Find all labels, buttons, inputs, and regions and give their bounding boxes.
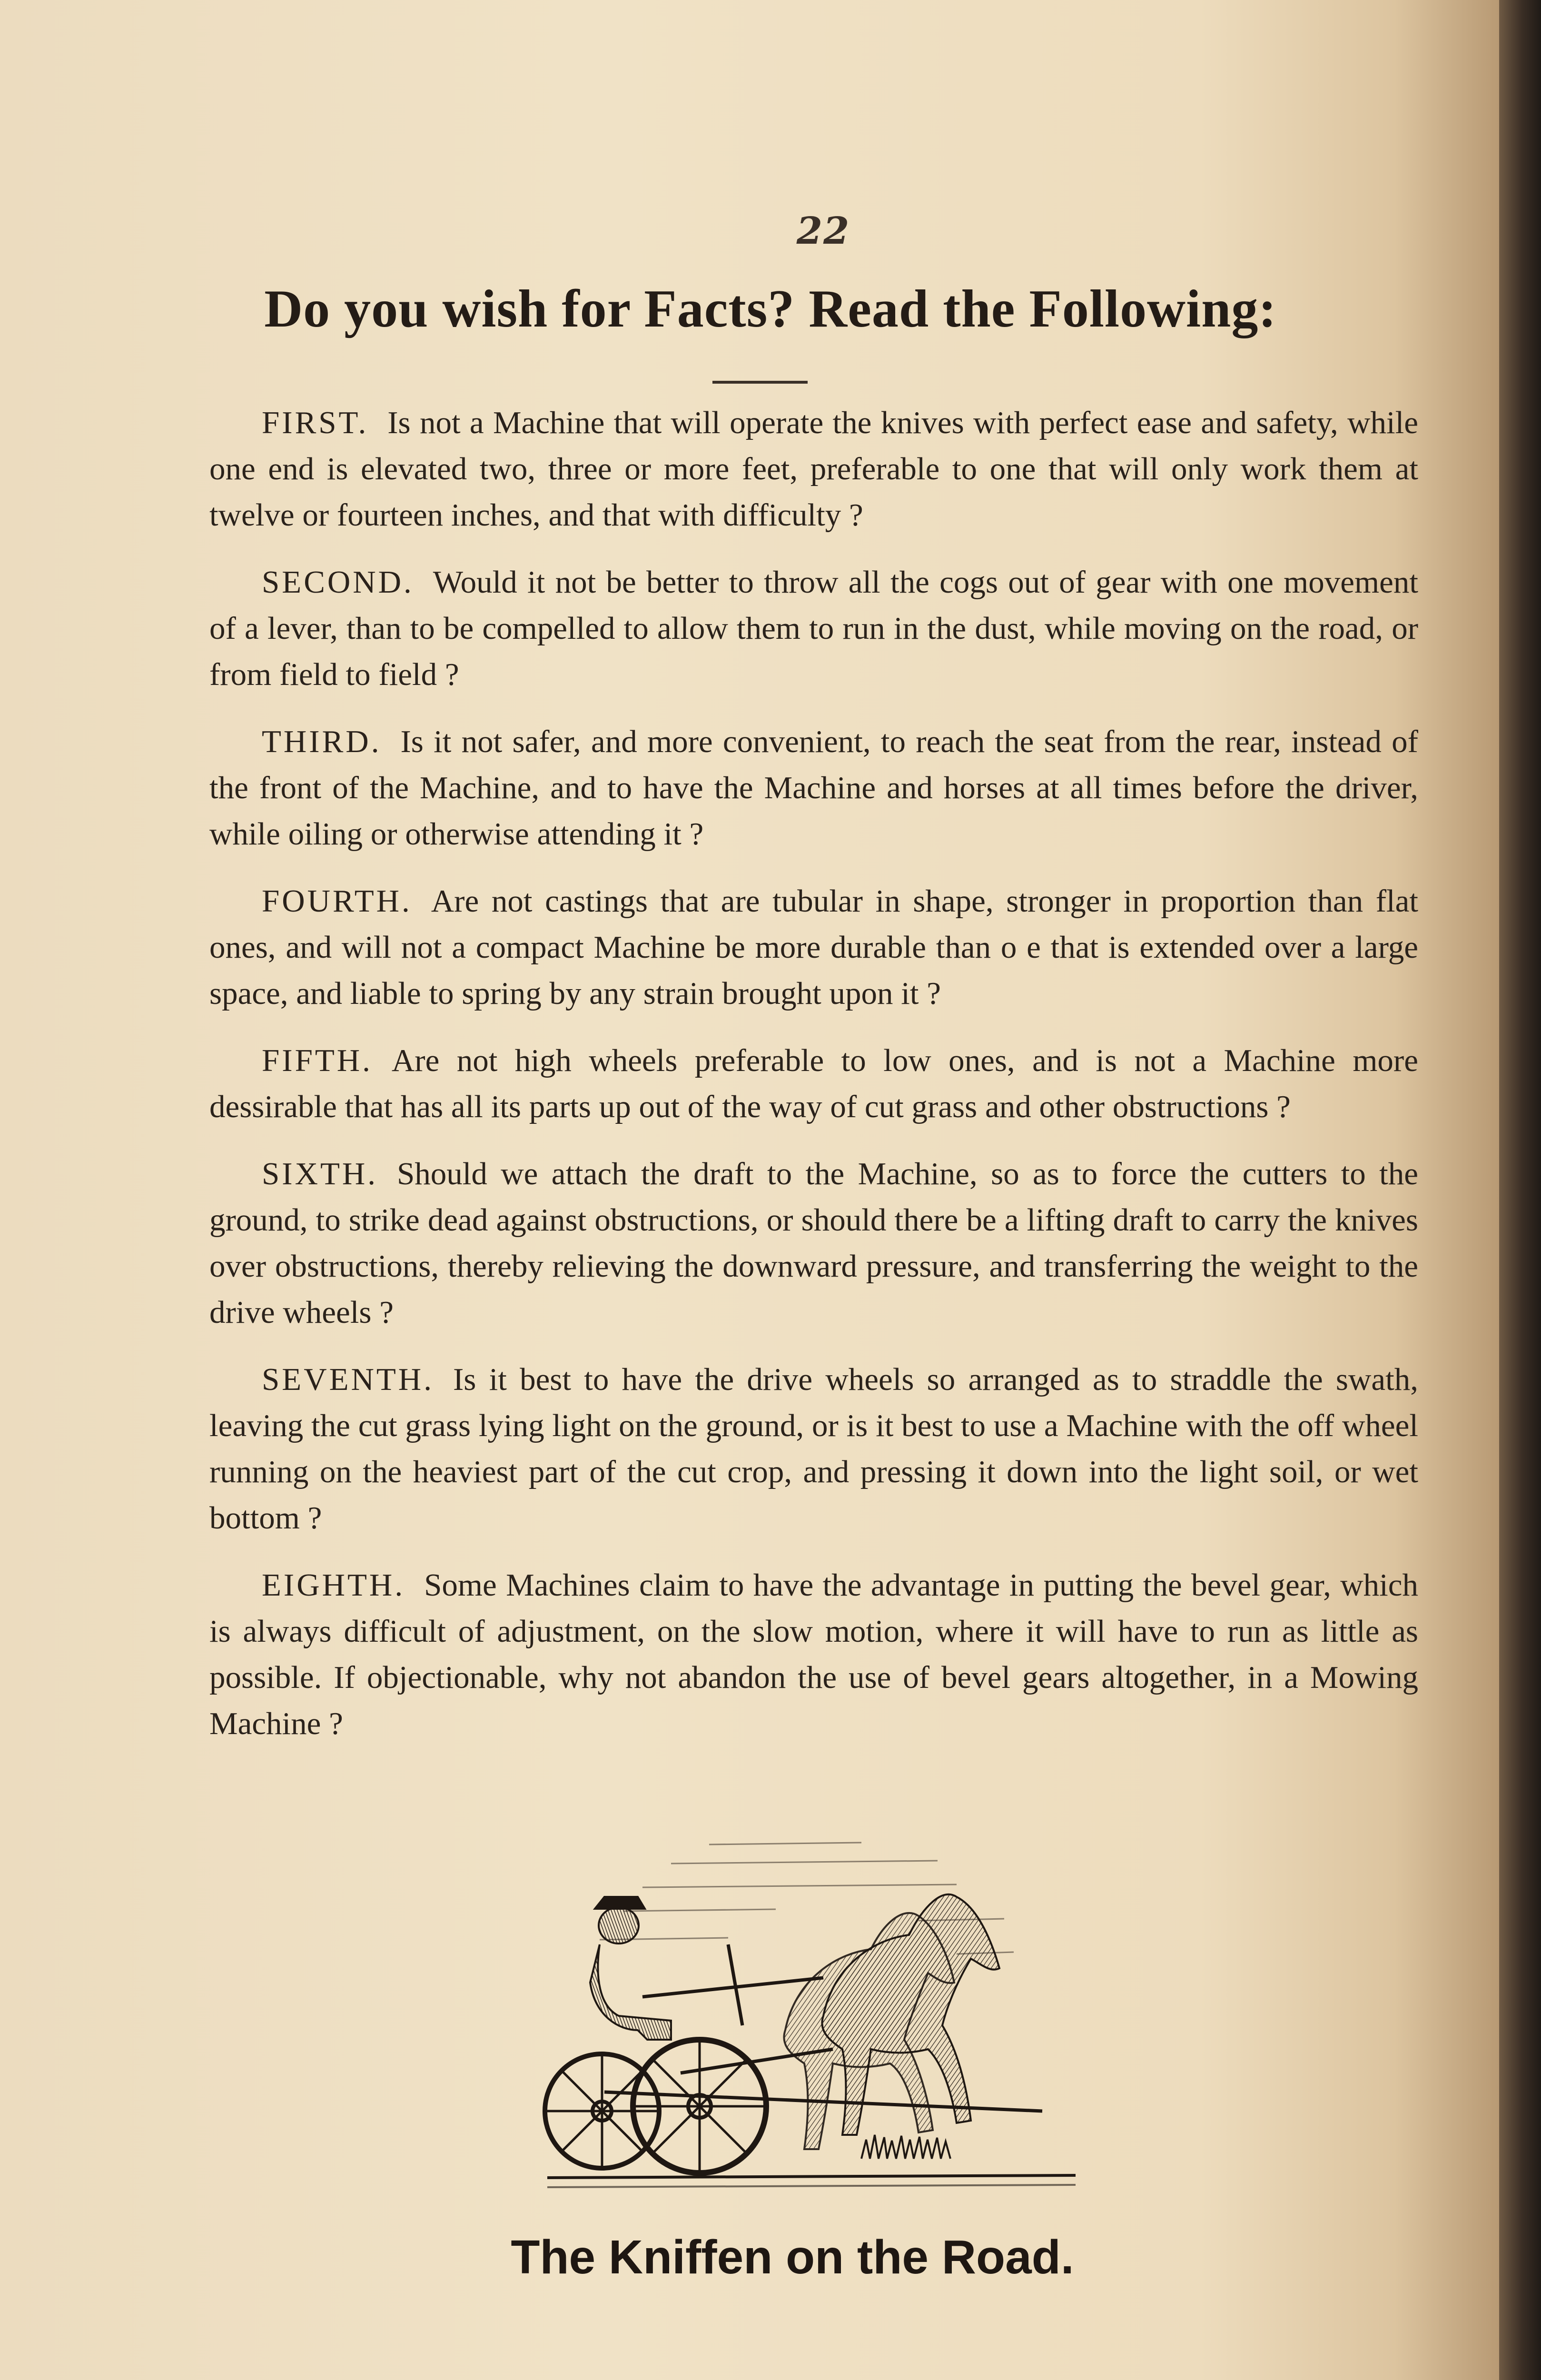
paragraph-lead: EIGHTH. <box>262 1567 405 1603</box>
paragraph-text: Should we attach the draft to the Machine, so as to force the cutters to the ground, to strike dead against obstructions, or should there be a lifting draft to carry the knives over obstructions, thereby relieving the downward pressure, and transferring the weight to the drive wheels ? <box>209 1156 1418 1330</box>
paragraph-text: Are not castings that are tubular in shape, stronger in proportion than flat ones, and will not a compact Machine be more durable than o e that is extended over a large space, and liable to spring by any strain brought upon it ? <box>209 883 1418 1011</box>
paragraph-lead: THIRD. <box>262 724 382 759</box>
paragraph-lead: SIXTH. <box>262 1156 378 1191</box>
page-number: 22 <box>796 209 850 253</box>
book-spine-edge <box>1499 0 1541 2380</box>
paragraph-text: Would it not be better to throw all the cogs out of gear with one movement of a lever, than to be compelled to allow them to run in the dust, while moving on the road, or from field to field ? <box>209 565 1418 692</box>
paragraph-lead: SEVENTH. <box>262 1362 434 1397</box>
paragraph-second <box>209 559 1418 698</box>
paragraph-text: Some Machines claim to have the advantage in putting the bevel gear, which is always difficult of adjustment, on the slow motion, where it will have to run as little as possible. If objectionable, why not abandon the use of bevel gears altogether, in a Mowing Machine ? <box>209 1567 1418 1741</box>
paragraph-eighth <box>209 1562 1418 1747</box>
paragraph-third <box>209 719 1418 857</box>
paragraph-seventh <box>209 1357 1418 1541</box>
paragraph-sixth <box>209 1151 1418 1336</box>
paragraph-text: Is it not safer, and more convenient, to reach the seat from the rear, instead of the front of the Machine, and to have the Machine and horses at all times before the driver, while oiling or otherwise attending it ? <box>209 724 1418 852</box>
page-headline: Do you wish for Facts? Read the Following: <box>264 279 1277 338</box>
paragraph-text: Is it best to have the drive wheels so arranged as to straddle the swath, leaving the cut grass lying light on the ground, or is it best to use a Machine with the off wheel running on the heaviest part of the cut crop, and pressing it down into the light soil, or wet bottom ? <box>209 1362 1418 1536</box>
illustration-caption: The Kniffen on the Road. <box>511 2231 1074 2284</box>
body-text <box>209 400 1418 1768</box>
paragraph-lead: FIFTH. <box>262 1043 373 1078</box>
paragraph-fifth <box>209 1038 1418 1130</box>
headline-divider <box>712 381 808 384</box>
paragraph-lead: FOURTH. <box>262 883 412 919</box>
paragraph-lead: SECOND. <box>262 565 414 600</box>
paragraph-text: Is not a Machine that will operate the knives with perfect ease and safety, while one end is elevated two, three or more feet, preferable to one that will only work them at twelve or fourteen inches, and that with difficulty ? <box>209 405 1418 533</box>
paragraph-fourth <box>209 878 1418 1017</box>
paragraph-first <box>209 400 1418 538</box>
paragraph-text: Are not high wheels preferable to low ones, and is not a Machine more dessirable that has all its parts up out of the way of cut grass and other obstructions ? <box>209 1043 1418 1124</box>
paragraph-lead: FIRST. <box>262 405 369 440</box>
horse-drawn-mower-engraving-icon <box>528 1825 1099 2221</box>
